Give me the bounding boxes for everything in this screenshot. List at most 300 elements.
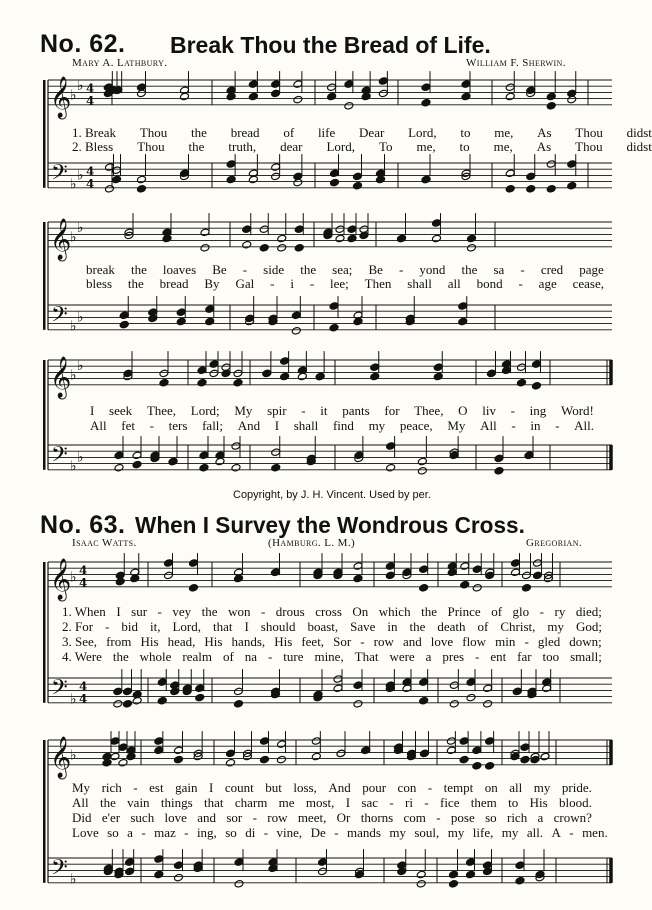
- lyric-syllable: 1. When: [62, 604, 106, 619]
- lyric-syllable: the: [201, 604, 218, 619]
- lyric-syllable: my: [533, 780, 551, 795]
- lyric-syllable: A: [551, 825, 561, 840]
- note-head: [472, 584, 482, 593]
- lyric-syllable: My: [72, 780, 91, 795]
- note-head: [494, 454, 504, 463]
- lyric-syllable: His: [204, 634, 223, 649]
- flat-sign: ♭: [77, 167, 84, 184]
- lyric-syllable: boast,: [307, 619, 339, 634]
- lyric-syllable: com: [403, 810, 426, 825]
- note-head: [515, 876, 525, 885]
- lyric-syllable: of: [222, 649, 234, 664]
- lyric-syllable: -: [520, 262, 525, 277]
- note-head: [271, 163, 281, 172]
- lyric-syllable: Or: [336, 810, 351, 825]
- lyric-syllable: the: [421, 604, 437, 619]
- lyric-line: [90, 403, 594, 419]
- lyric-syllable: di: [245, 825, 256, 840]
- note-head: [176, 317, 186, 326]
- lyric-syllable: Be: [368, 262, 383, 277]
- lyric-syllable: bid: [121, 619, 138, 634]
- lyric-syllable: bless: [86, 276, 112, 291]
- hymn-composer: William F. Sherwin.: [466, 57, 566, 69]
- note-head: [174, 861, 184, 870]
- note-head: [154, 855, 164, 864]
- note-head: [137, 89, 147, 98]
- note-head: [157, 678, 167, 687]
- note-head: [209, 360, 219, 369]
- lyric-syllable: sea;: [332, 262, 353, 277]
- hymn-author: Mary A. Lathbury.: [72, 57, 168, 69]
- time-signature: 4: [86, 164, 95, 179]
- lyric-syllable: charm: [234, 795, 268, 810]
- note-head: [118, 758, 128, 767]
- note-head: [447, 568, 457, 577]
- lyric-syllable: I: [274, 418, 280, 433]
- lyric-syllable: side: [263, 262, 285, 277]
- note-head: [511, 568, 521, 577]
- note-head: [483, 700, 493, 709]
- note-head: [268, 864, 278, 873]
- lyric-syllable: gain: [175, 780, 198, 795]
- note-head: [234, 700, 244, 709]
- treble-clef: 𝄞: [50, 218, 72, 260]
- note-head: [248, 92, 258, 101]
- lyric-syllable: all: [509, 780, 523, 795]
- lyric-syllable: Thee,: [414, 403, 444, 418]
- lyric-syllable: fice: [439, 795, 460, 810]
- flat-sign: ♭: [70, 229, 77, 246]
- system-bracket: [43, 222, 46, 330]
- note-head: [370, 363, 380, 372]
- lyric-syllable: God;: [575, 619, 602, 634]
- note-head: [515, 861, 525, 870]
- note-head: [234, 880, 244, 889]
- note-head: [485, 762, 495, 771]
- flat-sign: ♭: [77, 358, 84, 375]
- lyric-syllable: 4. Were: [62, 649, 102, 664]
- note-head: [233, 378, 243, 387]
- lyric-syllable: 2. Bless: [72, 139, 114, 154]
- note-head: [199, 463, 209, 472]
- note-head: [485, 737, 495, 746]
- lyric-syllable: -: [242, 262, 248, 277]
- lyric-syllable: As: [536, 139, 552, 154]
- note-head: [353, 681, 363, 690]
- time-signature: 4: [79, 679, 88, 694]
- lyric-syllable: on: [484, 780, 498, 795]
- note-head: [294, 225, 304, 234]
- note-head: [466, 870, 476, 879]
- lyric-syllable: Gal: [235, 276, 255, 291]
- flat-sign: ♭: [77, 449, 84, 466]
- lyric-syllable: realm: [182, 649, 212, 664]
- lyric-syllable: death: [437, 619, 466, 634]
- note-head: [259, 244, 269, 253]
- lyric-line: [62, 634, 602, 650]
- note-head: [517, 363, 527, 372]
- lyric-syllable: -: [301, 403, 306, 418]
- note-head: [449, 451, 459, 460]
- note-head: [416, 870, 426, 879]
- lyric-syllable: sa: [493, 262, 505, 277]
- lyric-syllable: all: [447, 276, 461, 291]
- note-head: [522, 571, 532, 580]
- note-head: [485, 571, 495, 580]
- lyric-syllable: of: [477, 619, 489, 634]
- note-head: [446, 746, 456, 755]
- system-bracket: [43, 740, 46, 883]
- lyric-syllable: truth,: [228, 139, 257, 154]
- flat-sign: ♭: [70, 569, 77, 586]
- note-head: [540, 752, 550, 761]
- lyric-syllable: row: [267, 810, 288, 825]
- bass-clef: 𝄢: [51, 302, 68, 333]
- lyric-syllable: and: [402, 634, 422, 649]
- note-head: [449, 681, 459, 690]
- note-head: [421, 83, 431, 92]
- note-head: [119, 320, 129, 329]
- note-head: [154, 737, 164, 746]
- lyric-line: [62, 649, 602, 665]
- lyric-syllable: my: [447, 825, 465, 840]
- lyric-syllable: -: [309, 276, 315, 291]
- flat-sign: ♭: [70, 367, 77, 384]
- note-head: [280, 357, 290, 366]
- lyric-syllable: the: [300, 262, 317, 277]
- lyric-syllable: -: [252, 810, 257, 825]
- note-head: [318, 858, 328, 867]
- note-head: [466, 693, 476, 702]
- lyric-syllable: ing: [529, 403, 547, 418]
- note-head: [532, 382, 542, 391]
- lyric-syllable: such: [130, 810, 155, 825]
- note-head: [311, 737, 321, 746]
- lyric-syllable: it,: [149, 619, 161, 634]
- lyric-syllable: too: [542, 649, 560, 664]
- note-head: [402, 684, 412, 693]
- lyric-syllable: of: [283, 125, 295, 140]
- note-head: [533, 571, 543, 580]
- treble-clef: 𝄞: [50, 76, 72, 118]
- lyric-syllable: -: [157, 604, 162, 619]
- note-head: [460, 562, 470, 571]
- note-head: [458, 317, 468, 326]
- note-head: [205, 305, 215, 314]
- lyric-syllable: loss,: [293, 780, 317, 795]
- lyric-syllable: the: [112, 649, 129, 664]
- lyric-syllable: ent: [490, 649, 507, 664]
- note-head: [248, 80, 258, 89]
- lyric-syllable: hands,: [231, 634, 266, 649]
- lyric-syllable: De: [310, 825, 326, 840]
- note-head: [197, 366, 207, 375]
- note-head: [458, 302, 468, 311]
- lyric-syllable: cease,: [572, 276, 604, 291]
- note-head: [226, 86, 236, 95]
- note-head: [195, 693, 205, 702]
- note-head: [433, 372, 443, 381]
- note-head: [311, 752, 321, 761]
- note-head: [505, 169, 515, 178]
- time-signature: 4: [79, 575, 88, 590]
- lyric-syllable: pose: [450, 810, 475, 825]
- lyric-syllable: my: [547, 619, 564, 634]
- note-head: [242, 225, 252, 234]
- note-head: [526, 86, 536, 95]
- flat-sign: ♭: [70, 87, 77, 104]
- note-head: [567, 160, 577, 169]
- note-head: [432, 234, 442, 243]
- lyric-syllable: life: [317, 125, 336, 140]
- lyric-syllable: a: [127, 825, 133, 840]
- bass-clef: 𝄢: [51, 160, 68, 191]
- lyric-syllable: me,: [494, 125, 514, 140]
- lyric-syllable: Lord;: [190, 403, 220, 418]
- note-head: [417, 467, 427, 476]
- lyric-syllable: pride.: [561, 780, 592, 795]
- lyric-syllable: the: [409, 619, 426, 634]
- note-head: [164, 571, 174, 580]
- note-head: [419, 584, 429, 593]
- note-head: [354, 451, 364, 460]
- note-head: [533, 559, 543, 568]
- note-head: [200, 228, 210, 237]
- lyric-line: [72, 795, 592, 811]
- lyric-syllable: -: [524, 634, 529, 649]
- note-head: [333, 675, 343, 684]
- system-bracket: [43, 562, 46, 703]
- lyric-syllable: 2. For: [62, 619, 94, 634]
- lyric-line: [72, 780, 592, 796]
- note-head: [386, 442, 396, 451]
- note-head: [347, 225, 357, 234]
- note-head: [505, 92, 515, 101]
- lyric-syllable: were: [389, 649, 415, 664]
- lyric-syllable: cred: [540, 262, 564, 277]
- lyric-syllable: est: [149, 780, 164, 795]
- lyric-syllable: Dear: [359, 125, 385, 140]
- lyric-syllable: con: [397, 780, 417, 795]
- lyric-syllable: flow: [462, 634, 487, 649]
- lyric-syllable: Thou: [137, 139, 165, 154]
- note-head: [248, 175, 258, 184]
- note-head: [419, 696, 429, 705]
- lyric-syllable: ry: [554, 604, 566, 619]
- note-head: [546, 160, 556, 169]
- bass-clef: 𝄢: [51, 442, 68, 473]
- note-head: [520, 743, 530, 752]
- lyric-syllable: -: [427, 780, 433, 795]
- lyric-syllable: a: [537, 810, 544, 825]
- note-head: [419, 678, 429, 687]
- note-head: [530, 755, 540, 764]
- lyric-syllable: seek: [109, 403, 133, 418]
- lyric-line: [86, 276, 604, 292]
- note-head: [154, 870, 164, 879]
- note-head: [487, 369, 497, 378]
- note-head: [271, 448, 281, 457]
- lyric-syllable: shall: [407, 276, 432, 291]
- flat-sign: ♭: [70, 691, 77, 708]
- lyric-syllable: drous: [275, 604, 305, 619]
- time-signature: 4: [79, 691, 88, 706]
- note-head: [505, 185, 515, 194]
- lyric-syllable: mine,: [314, 649, 344, 664]
- system-bracket: [43, 360, 46, 470]
- flat-sign: ♭: [70, 176, 77, 193]
- note-head: [330, 178, 340, 187]
- note-head: [159, 369, 169, 378]
- lyric-syllable: page: [579, 262, 604, 277]
- lyric-syllable: but: [265, 780, 282, 795]
- note-head: [123, 700, 133, 709]
- lyric-syllable: crown?: [553, 810, 592, 825]
- lyric-syllable: find: [332, 418, 354, 433]
- lyric-syllable: Christ,: [500, 619, 536, 634]
- lyric-syllable: -: [475, 649, 480, 664]
- note-head: [233, 369, 243, 378]
- note-head: [353, 172, 363, 181]
- lyric-syllable: -: [555, 418, 560, 433]
- note-head: [546, 102, 556, 111]
- note-head: [335, 225, 345, 234]
- hymn-title: When I Survey the Wondrous Cross.: [135, 512, 525, 538]
- note-head: [174, 873, 184, 882]
- lyric-syllable: -: [436, 810, 441, 825]
- lyric-syllable: sor: [226, 810, 243, 825]
- lyric-syllable: As: [537, 125, 552, 140]
- lyric-syllable: Love: [72, 825, 99, 840]
- lyric-syllable: maz: [154, 825, 176, 840]
- note-head: [347, 234, 357, 243]
- lyric-syllable: mands: [346, 825, 381, 840]
- lyric-syllable: glo: [512, 604, 530, 619]
- note-head: [159, 378, 169, 387]
- lyric-syllable: loaves: [162, 262, 197, 277]
- note-head: [205, 317, 215, 326]
- lyric-syllable: 3. See,: [62, 634, 98, 649]
- lyric-syllable: O: [458, 403, 468, 418]
- note-head: [110, 737, 120, 746]
- note-head: [164, 559, 174, 568]
- lyric-syllable: I: [90, 403, 95, 418]
- lyric-syllable: 1. Break: [72, 125, 117, 140]
- lyric-syllable: tempt: [443, 780, 474, 795]
- lyric-syllable: ture: [283, 649, 304, 664]
- lyric-syllable: shall: [293, 418, 319, 433]
- lyric-syllable: -: [389, 795, 394, 810]
- lyric-syllable: -: [260, 604, 266, 619]
- lyric-syllable: love: [430, 634, 454, 649]
- lyric-syllable: cross: [315, 604, 342, 619]
- lyric-syllable: far: [517, 649, 532, 664]
- note-head: [522, 584, 532, 593]
- lyric-syllable: All.: [574, 418, 594, 433]
- note-head: [271, 89, 281, 98]
- lyric-syllable: whole: [139, 649, 172, 664]
- note-head: [234, 858, 244, 867]
- lyric-syllable: -: [334, 825, 339, 840]
- note-head: [344, 102, 354, 111]
- time-signature: 4: [86, 93, 95, 108]
- note-head: [567, 181, 577, 190]
- lyric-syllable: -: [267, 649, 273, 664]
- lyric-syllable: -: [270, 276, 275, 291]
- lyric-syllable: didst: [626, 139, 652, 154]
- note-head: [125, 867, 135, 876]
- note-head: [416, 880, 426, 889]
- lyric-syllable: a: [425, 649, 432, 664]
- note-head: [277, 755, 287, 764]
- note-head: [200, 244, 210, 253]
- note-head: [524, 451, 534, 460]
- lyric-syllable: -: [518, 276, 523, 291]
- note-head: [157, 696, 167, 705]
- note-head: [102, 758, 112, 767]
- note-head: [137, 185, 147, 194]
- note-head: [125, 858, 135, 867]
- lyric-syllable: died;: [575, 604, 602, 619]
- note-head: [199, 451, 209, 460]
- note-head: [459, 737, 469, 746]
- note-head: [105, 185, 115, 194]
- lyric-syllable: it: [320, 403, 328, 418]
- note-head: [330, 169, 340, 178]
- note-head: [234, 574, 244, 583]
- lyric-syllable: dear: [280, 139, 303, 154]
- lyric-line: [62, 604, 602, 620]
- lyric-syllable: That: [354, 649, 379, 664]
- lyric-syllable: men.: [582, 825, 608, 840]
- note-head: [505, 83, 515, 92]
- note-head: [461, 80, 471, 89]
- note-head: [433, 363, 443, 372]
- lyric-syllable: pants: [342, 403, 370, 418]
- hymn-number: No. 62.: [40, 30, 126, 58]
- lyric-syllable: Then: [364, 276, 392, 291]
- note-head: [472, 762, 482, 771]
- lyric-syllable: down;: [569, 634, 602, 649]
- lyric-syllable: meet,: [297, 810, 327, 825]
- note-head: [421, 175, 431, 184]
- lyric-syllable: the: [127, 276, 144, 291]
- lyric-syllable: Did: [72, 810, 92, 825]
- note-head: [378, 77, 388, 86]
- lyric-syllable: count: [224, 780, 254, 795]
- note-head: [132, 451, 142, 460]
- note-head: [226, 160, 236, 169]
- note-head: [510, 752, 520, 761]
- lyric-syllable: I: [116, 604, 121, 619]
- lyric-syllable: Prince: [447, 604, 481, 619]
- note-head: [115, 577, 125, 586]
- lyric-syllable: sac: [361, 795, 379, 810]
- lyric-line: [72, 825, 608, 841]
- note-head: [449, 880, 459, 889]
- note-head: [234, 687, 244, 696]
- bass-clef: 𝄢: [51, 675, 68, 706]
- lyric-syllable: didst: [626, 125, 652, 140]
- note-head: [215, 457, 225, 466]
- note-head: [567, 95, 577, 104]
- note-head: [344, 80, 354, 89]
- note-head: [162, 234, 172, 243]
- lyric-syllable: gled: [537, 634, 561, 649]
- lyric-syllable: i: [290, 276, 294, 291]
- lyric-syllable: Lord,: [408, 125, 437, 140]
- lyric-syllable: in: [387, 619, 398, 634]
